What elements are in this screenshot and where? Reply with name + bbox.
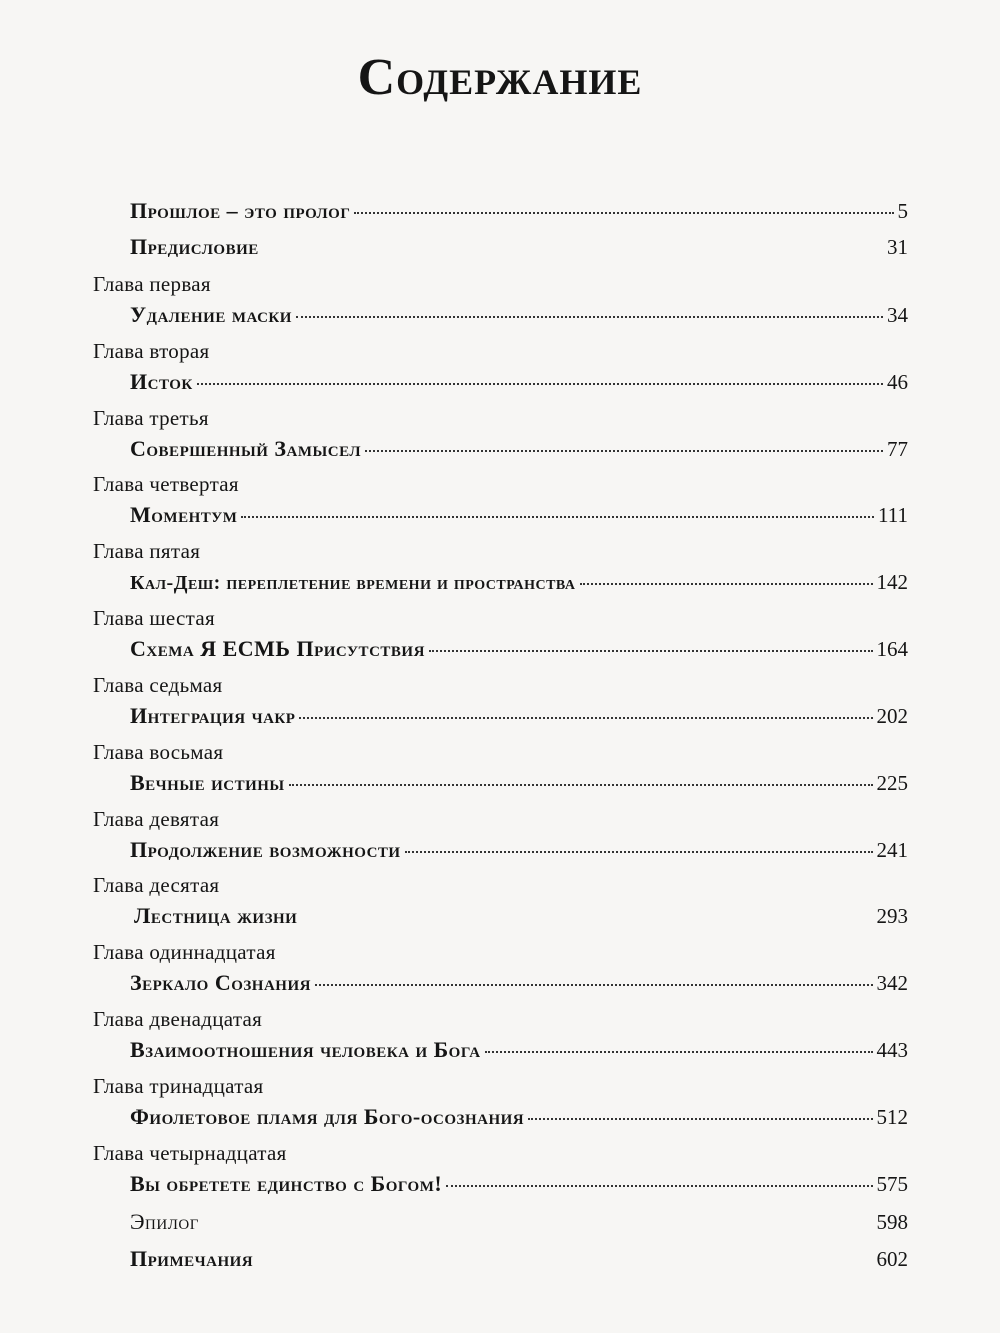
- page-number: 77: [887, 437, 908, 461]
- entry-title: Моментум: [130, 502, 238, 527]
- page-number: 164: [876, 637, 908, 661]
- entry-title: Взаимоотношения человека и Бога: [130, 1037, 481, 1062]
- page-number: 142: [876, 570, 908, 594]
- toc-entry: [130, 1209, 908, 1235]
- toc-entry: [130, 369, 908, 395]
- dot-leader: [241, 516, 874, 518]
- chapter-label: Глава двенадцатая: [93, 1007, 263, 1031]
- chapter-label: Глава девятая: [93, 807, 220, 831]
- entry-title: Зеркало Сознания: [130, 970, 311, 995]
- entry-title: Вечные истины: [130, 770, 285, 795]
- entry-title: Вы обретете единство с Богом!: [130, 1171, 443, 1196]
- chapter-label: Глава тринадцатая: [93, 1074, 264, 1098]
- chapter-label: Глава четвертая: [93, 472, 239, 496]
- dot-leader: [354, 212, 893, 214]
- page-number: 602: [876, 1247, 908, 1271]
- page-number: 342: [876, 971, 908, 995]
- toc-entry: [134, 903, 908, 929]
- dot-leader: [197, 383, 883, 385]
- chapter-label: Глава восьмая: [93, 740, 224, 764]
- entry-title: Исток: [130, 369, 193, 394]
- page-number: 225: [876, 771, 908, 795]
- dot-leader: [289, 784, 873, 786]
- toc-entry: [130, 1171, 908, 1197]
- dot-leader: [405, 851, 873, 853]
- dot-leader: [263, 248, 883, 250]
- dot-leader: [299, 717, 872, 719]
- entry-title: Интеграция чакр: [130, 703, 296, 728]
- page-title: Содержание: [357, 49, 643, 106]
- entry-title: Кал-Деш: переплетение времени и пространства: [130, 572, 576, 594]
- toc-entry: [130, 703, 908, 729]
- entry-title: Совершенный Замысел: [130, 436, 362, 461]
- chapter-label: Глава десятая: [93, 873, 220, 897]
- dot-leader: [365, 450, 883, 452]
- chapter-label: Глава четырнадцатая: [93, 1141, 287, 1165]
- dot-leader: [315, 984, 873, 986]
- dot-leader: [580, 583, 873, 585]
- page-number: 202: [876, 704, 908, 728]
- chapter-label: Глава третья: [93, 406, 209, 430]
- page-number: 443: [876, 1038, 908, 1062]
- entry-title: Удаление маски: [130, 302, 292, 327]
- chapter-label: Глава седьмая: [93, 673, 223, 697]
- page-number: 5: [897, 199, 908, 223]
- toc-entry: [130, 1246, 908, 1272]
- page-number: 575: [876, 1172, 908, 1196]
- dot-leader: [301, 917, 872, 919]
- page-number: 241: [876, 838, 908, 862]
- entry-title: Лестница жизни: [134, 903, 298, 928]
- dot-leader: [257, 1260, 872, 1262]
- toc-entry: [130, 198, 908, 224]
- chapter-label: Глава одиннадцатая: [93, 940, 276, 964]
- page-number: 46: [887, 370, 908, 394]
- toc-entry: [130, 569, 908, 596]
- toc-entry: [130, 1104, 908, 1130]
- dot-leader: [203, 1223, 873, 1225]
- page-number: 31: [887, 235, 908, 259]
- toc-entry: [130, 436, 908, 462]
- chapter-label: Глава вторая: [93, 339, 210, 363]
- entry-title: Прошлое – это пролог: [130, 198, 351, 223]
- chapter-label: Глава пятая: [93, 539, 201, 563]
- page-number: 34: [887, 303, 908, 327]
- page-number: 293: [876, 904, 908, 928]
- dot-leader: [485, 1051, 873, 1053]
- toc-entry: [130, 837, 908, 863]
- chapter-label: Глава первая: [93, 272, 211, 296]
- entry-title: Фиолетовое пламя для Бого-осознания: [130, 1104, 525, 1129]
- entry-title: Эпилог: [130, 1209, 199, 1234]
- page-number: 111: [878, 503, 908, 527]
- entry-title: Продолжение возможности: [130, 837, 401, 862]
- dot-leader: [429, 650, 873, 652]
- dot-leader: [528, 1118, 872, 1120]
- chapter-label: Глава шестая: [93, 606, 215, 630]
- dot-leader: [446, 1185, 872, 1187]
- page-number: 598: [876, 1210, 908, 1234]
- toc-entry: [130, 1037, 908, 1063]
- entry-title: Примечания: [130, 1246, 254, 1271]
- toc-entry: [130, 502, 908, 528]
- toc-entry: [130, 970, 908, 996]
- toc-entry: [130, 770, 908, 796]
- page-number: 512: [876, 1105, 908, 1129]
- toc-entry: [130, 302, 908, 328]
- entry-title: Схема Я ЕСМЬ Присутствия: [130, 636, 425, 661]
- dot-leader: [296, 316, 883, 318]
- toc-entry: [130, 234, 908, 260]
- entry-title: Предисловие: [130, 234, 259, 259]
- toc-entry: [130, 636, 908, 662]
